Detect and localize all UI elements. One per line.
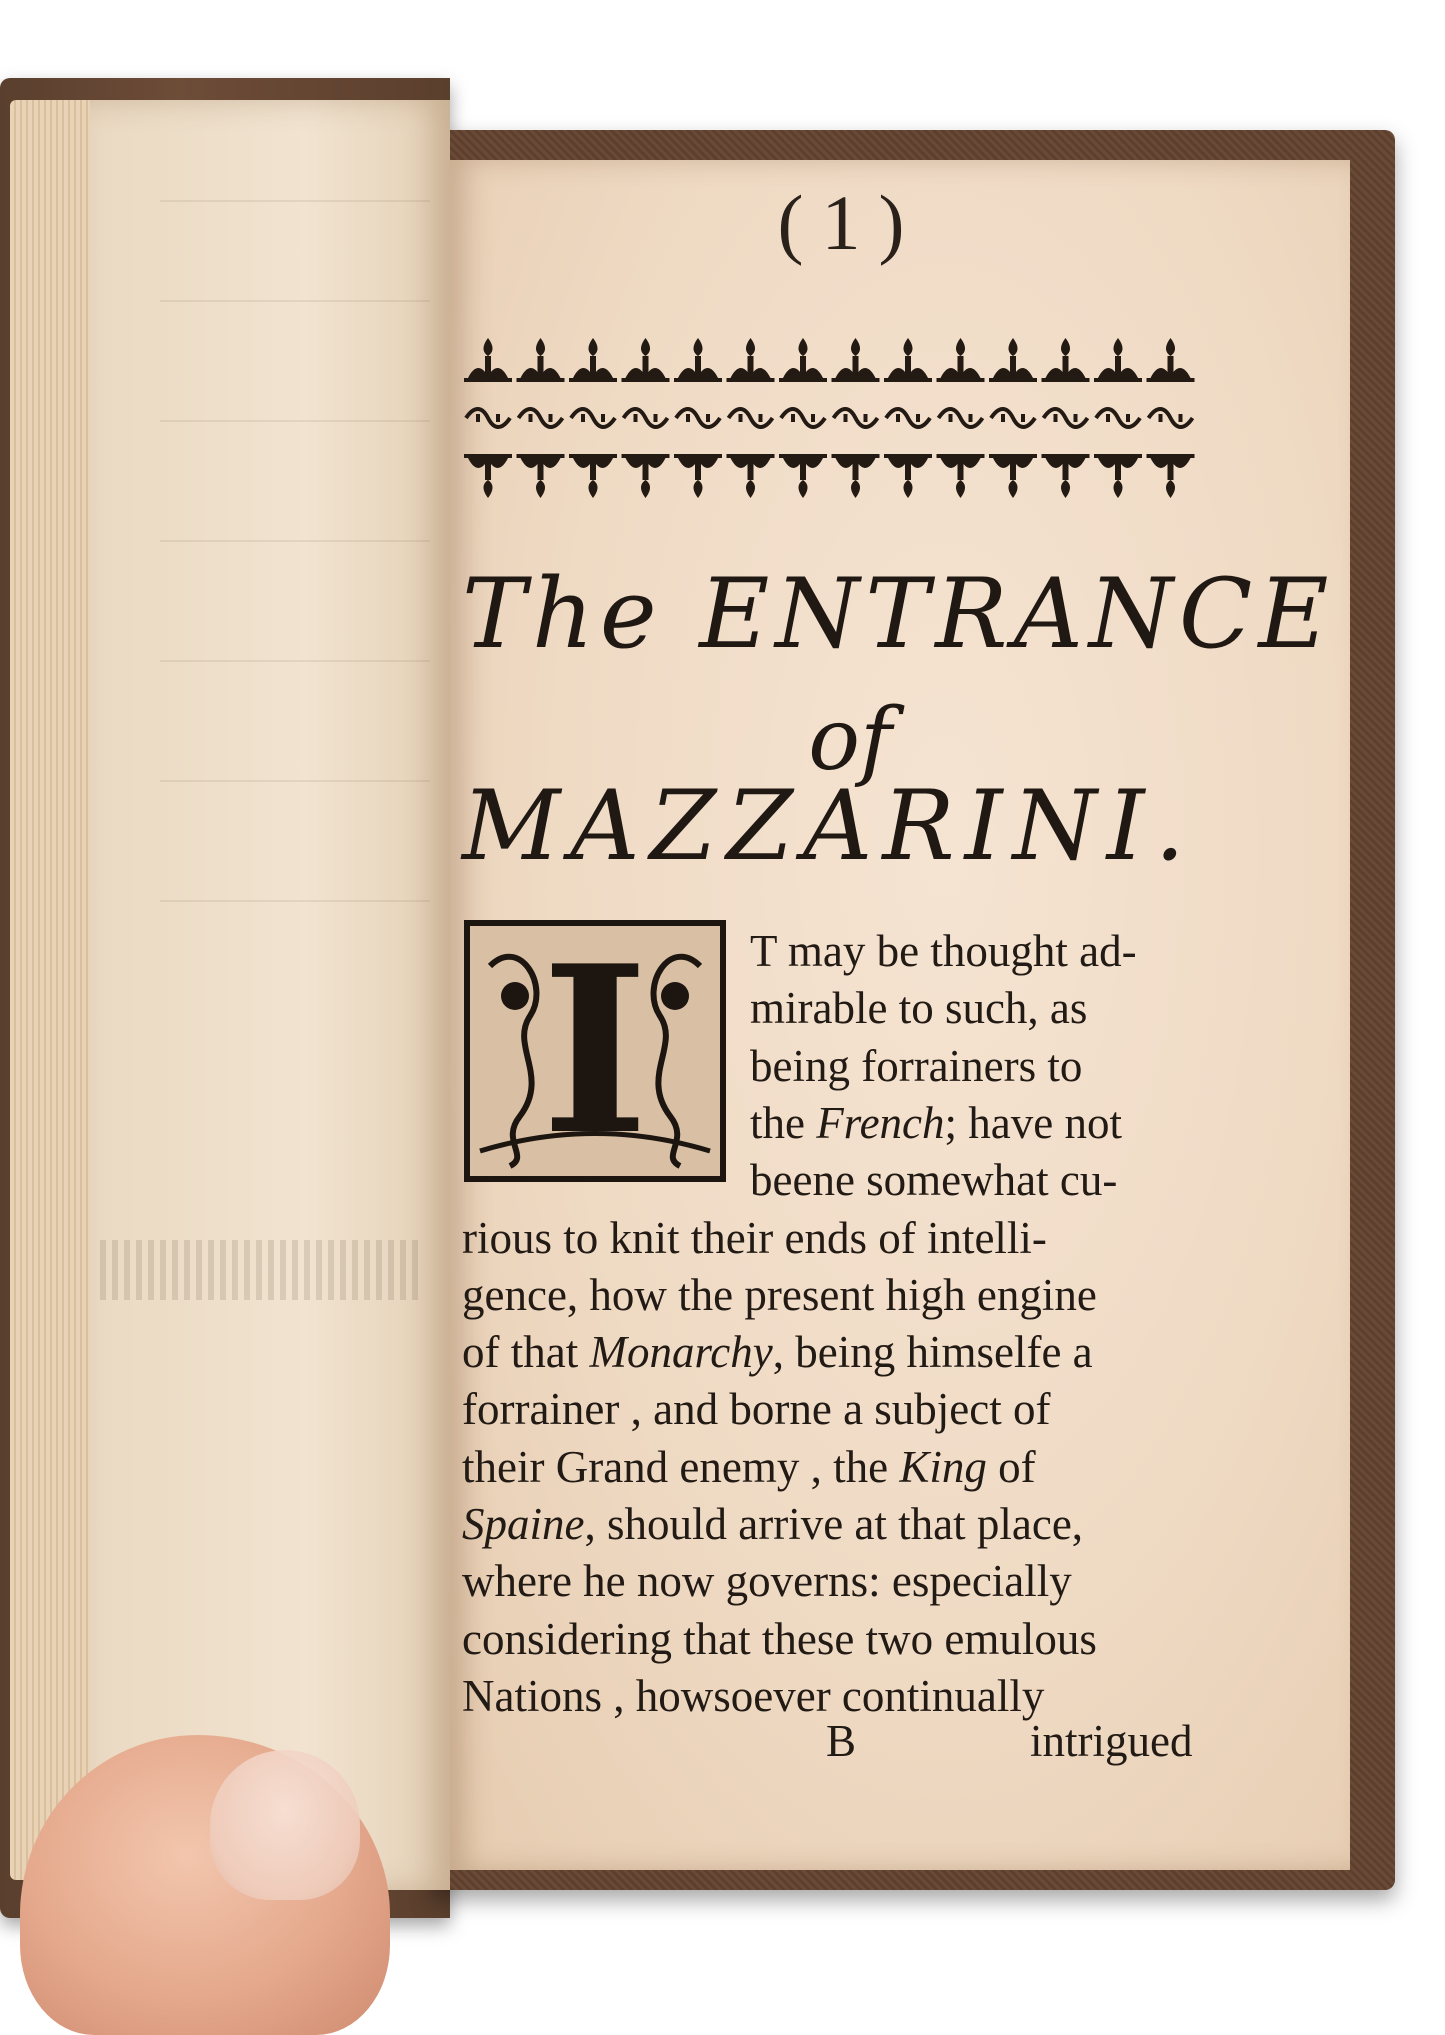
text-run: where he now governs: especially	[462, 1556, 1072, 1607]
show-through-line	[160, 420, 430, 422]
text-run: , being himselfe a	[772, 1327, 1093, 1378]
text-run: T may be thought ad-	[750, 926, 1137, 976]
text-line	[750, 1040, 1082, 1092]
text-run: being forrainers to	[750, 1040, 1083, 1091]
show-through-line	[160, 540, 430, 542]
title-line-3: MAZZARINI.	[462, 770, 1195, 882]
italic-word: King	[899, 1441, 987, 1492]
text-line	[462, 1383, 1051, 1435]
show-through-line	[160, 300, 430, 302]
text-line	[750, 1154, 1117, 1206]
show-through-ornament	[100, 1240, 420, 1300]
text-line	[750, 1097, 1122, 1149]
show-through-line	[160, 900, 430, 902]
show-through-line	[160, 200, 430, 202]
catchword: intrigued	[1030, 1716, 1193, 1766]
text-run: of	[986, 1441, 1036, 1492]
page-number: (1)	[777, 179, 923, 266]
initial-letter: I	[541, 916, 649, 1186]
text-run: ; have not	[944, 1097, 1122, 1148]
text-run: considering that these two emulous	[462, 1613, 1097, 1664]
text-run: rious to knit their ends of intelli-	[462, 1212, 1047, 1263]
italic-word: Spaine	[462, 1499, 585, 1549]
decorated-initial	[464, 916, 726, 1186]
text-line	[462, 1269, 1097, 1321]
text-run: beene somewhat cu-	[750, 1155, 1118, 1206]
text-line	[750, 982, 1087, 1034]
text-run: of that	[462, 1327, 590, 1378]
thumbnail	[210, 1750, 360, 1900]
text-run: the	[750, 1097, 817, 1148]
verso-page	[90, 100, 450, 1890]
italic-word: Monarchy	[589, 1327, 773, 1378]
text-line	[462, 1555, 1072, 1607]
text-run: their Grand enemy , the	[462, 1441, 900, 1492]
printers-ornament-band	[462, 330, 1214, 510]
text-line	[462, 1326, 1093, 1378]
title-line-1: The ENTRANCE	[462, 558, 1335, 670]
text-line	[462, 1498, 1083, 1550]
text-line	[462, 1441, 1036, 1493]
text-run: , should arrive at that place,	[584, 1499, 1084, 1549]
text-run: forrainer , and borne a subject of	[462, 1384, 1051, 1435]
italic-word: French	[816, 1097, 945, 1148]
text-line	[462, 1670, 1044, 1722]
signature-mark: B	[826, 1716, 857, 1766]
text-line	[462, 1613, 1097, 1665]
text-line	[462, 1212, 1047, 1264]
show-through-line	[160, 660, 430, 662]
text-run: gence, how the present high engine	[462, 1269, 1097, 1320]
text-line	[750, 925, 1137, 977]
title-line-2: of	[808, 690, 892, 790]
show-through-line	[160, 780, 430, 782]
text-run: mirable to such, as	[750, 983, 1088, 1034]
text-run: Nations , howsoever continually	[462, 1670, 1045, 1721]
